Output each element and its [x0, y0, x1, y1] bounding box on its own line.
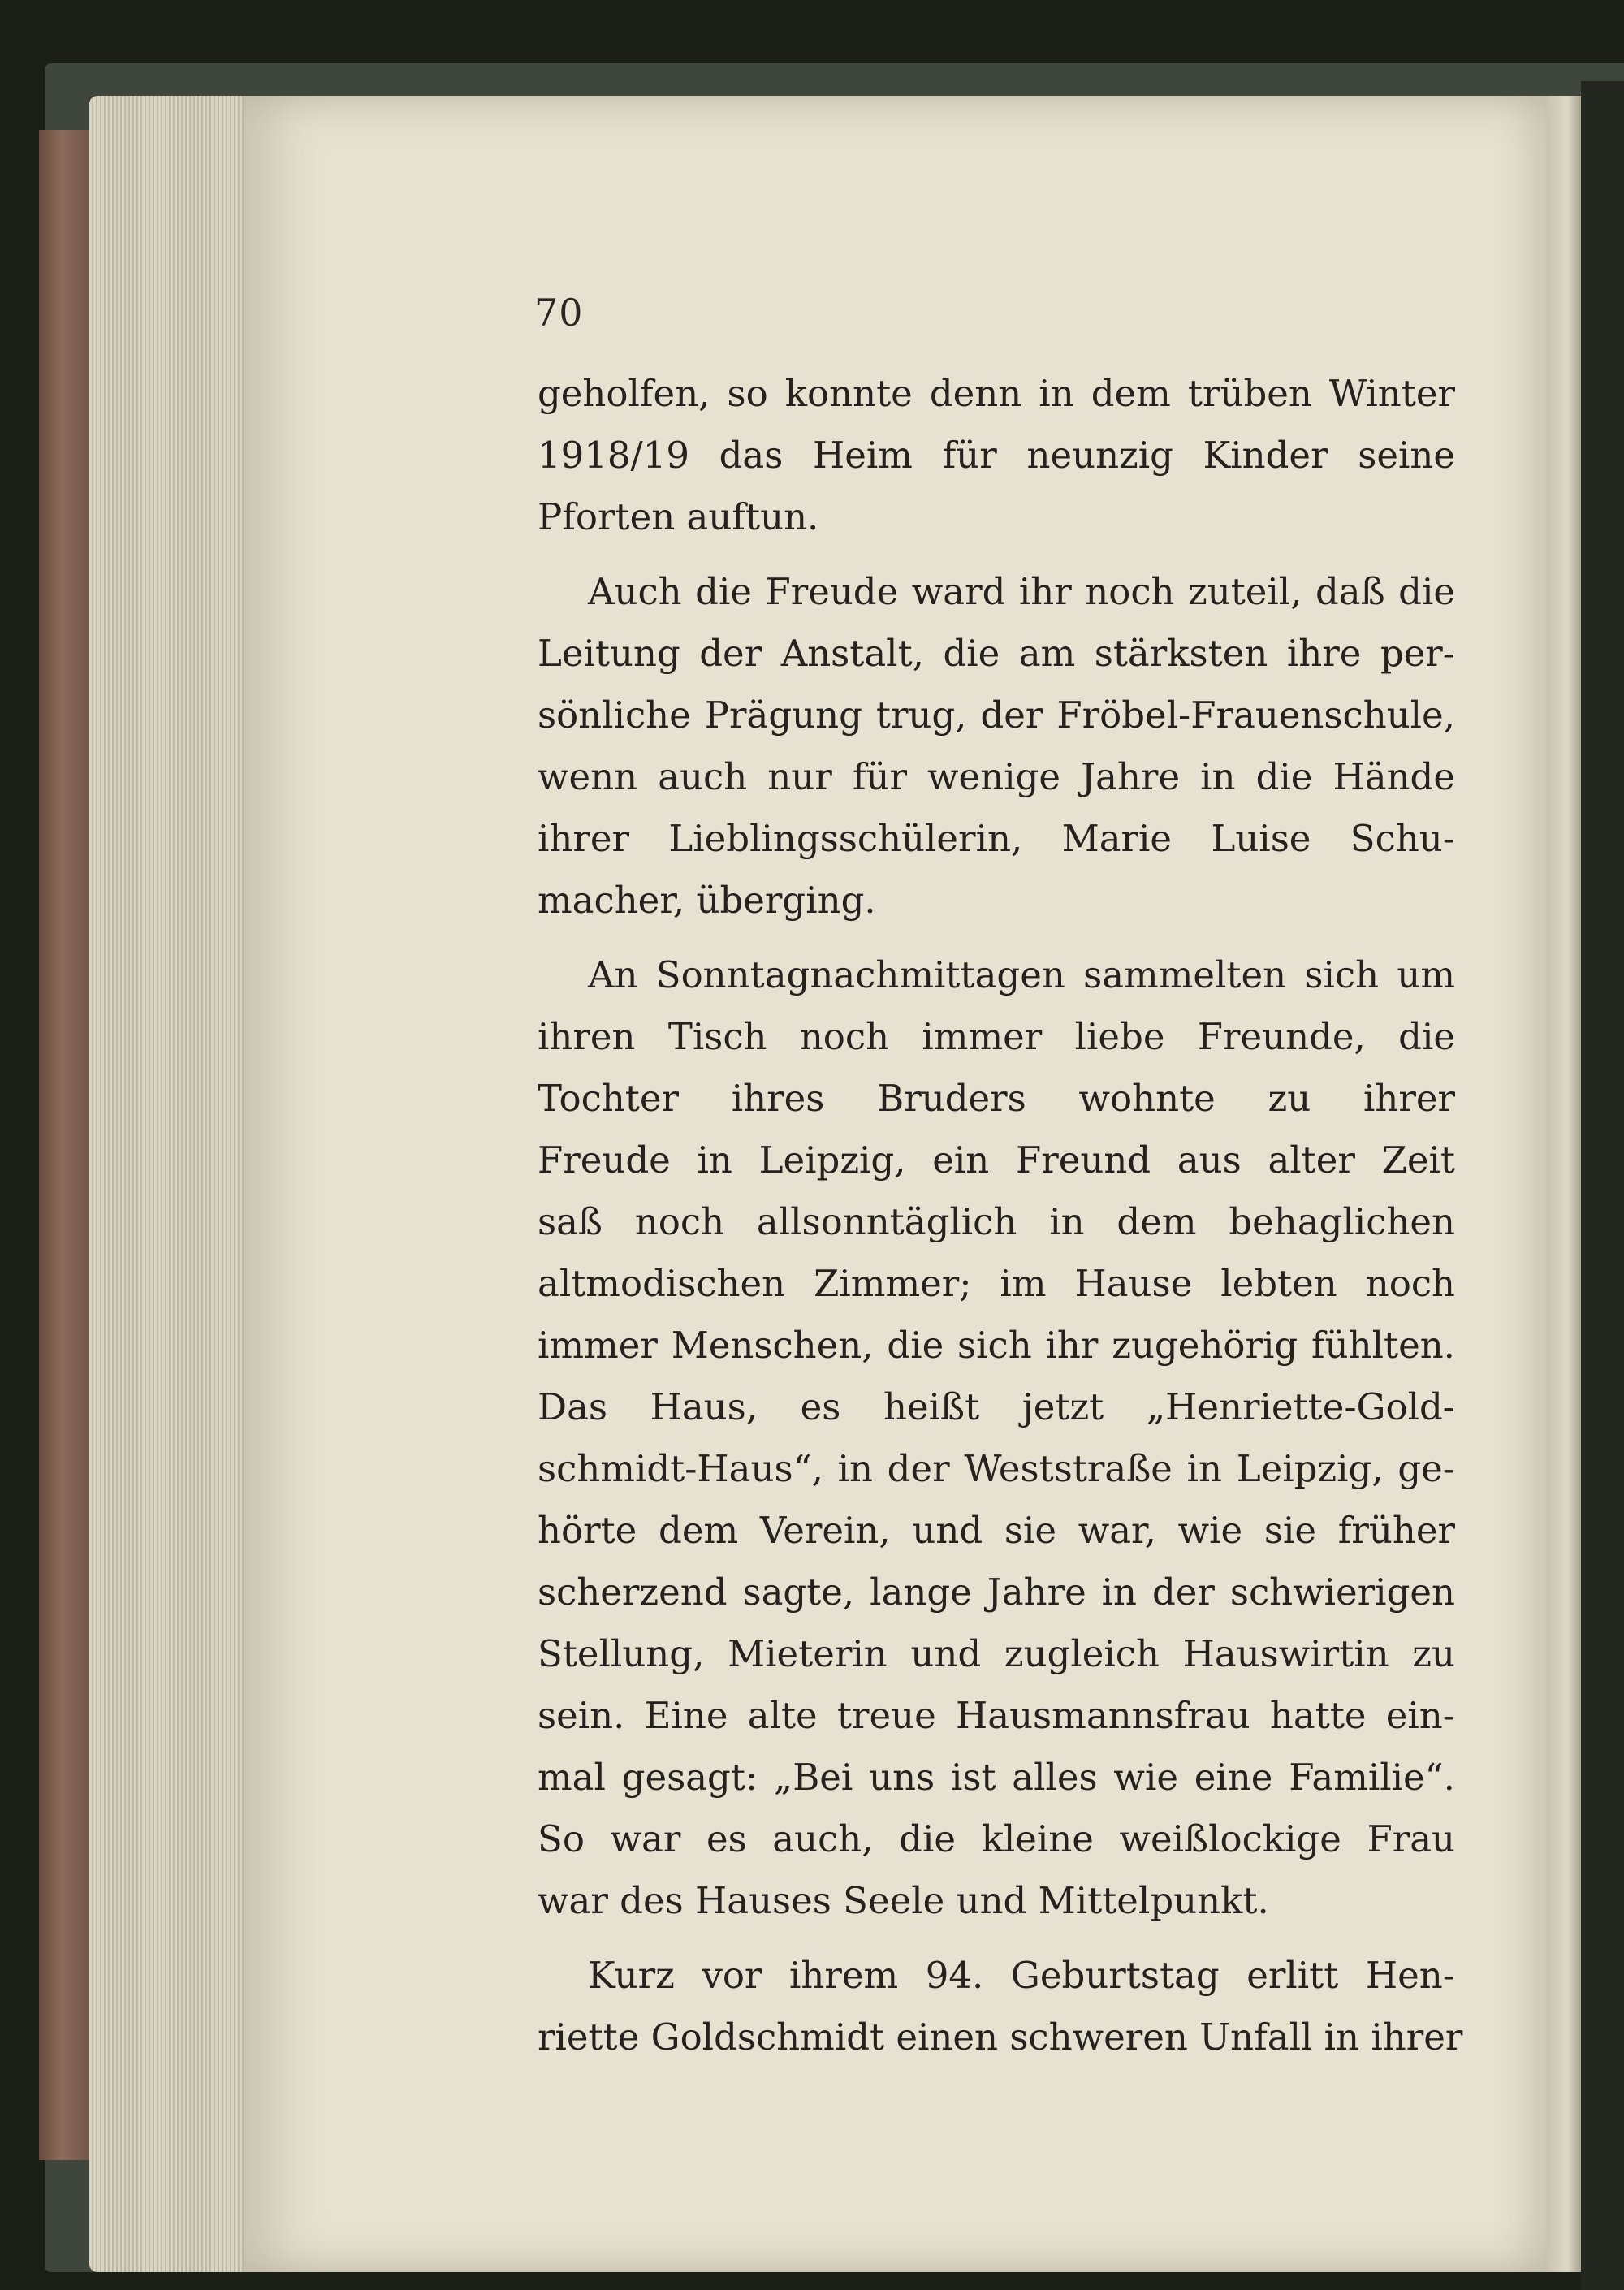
text-line: wenn auch nur für wenige Jahre in die Hände [538, 755, 1455, 798]
text-line: Auch die Freude ward ihr noch zuteil, daß die [588, 570, 1455, 613]
text-line: Tochter ihres Bruders wohnte zu ihrer [538, 1077, 1455, 1120]
text-line: ihrer Lieblingsschülerin, Marie Luise Schu- [538, 817, 1455, 860]
text-line: saß noch allsonntäglich in dem behaglichen [538, 1200, 1455, 1243]
book-spine [39, 130, 96, 2160]
text-line: An Sonntagnachmittagen sammelten sich um [588, 953, 1455, 996]
text-line: war des Hauses Seele und Mittelpunkt. [538, 1879, 1269, 1922]
page-stack-edge [89, 96, 260, 2272]
text-line: Das Haus, es heißt jetzt „Henriette-Gold- [538, 1385, 1455, 1428]
opposite-page-edge [1547, 96, 1581, 2272]
text-line: 1918/19 das Heim für neunzig Kinder seine [538, 434, 1455, 477]
background-edge [1581, 81, 1624, 2290]
text-line: Stellung, Mieterin und zugleich Hauswirtin zu [538, 1632, 1455, 1675]
text-line: sönliche Prägung trug, der Fröbel-Frauenschule, [538, 693, 1455, 737]
text-line: macher, überging. [538, 879, 876, 922]
text-line: Pforten auftun. [538, 495, 819, 538]
text-line: Freude in Leipzig, ein Freund aus alter Zeit [538, 1139, 1455, 1182]
page-number: 70 [534, 291, 584, 335]
text-line: sein. Eine alte treue Hausmannsfrau hatte ein- [538, 1694, 1455, 1737]
text-line: Kurz vor ihrem 94. Geburtstag erlitt Hen- [588, 1954, 1455, 1997]
text-line: mal gesagt: „Bei uns ist alles wie eine Familie“. [538, 1756, 1455, 1799]
text-line: altmodischen Zimmer; im Hause lebten noch [538, 1262, 1455, 1305]
text-line: hörte dem Verein, und sie war, wie sie früher [538, 1509, 1455, 1552]
text-line: Leitung der Anstalt, die am stärksten ihre per- [538, 632, 1455, 675]
text-line: riette Goldschmidt einen schweren Unfall in ihrer [538, 2016, 1463, 2059]
text-line: immer Menschen, die sich ihr zugehörig fühlten. [538, 1324, 1455, 1367]
text-line: So war es auch, die kleine weißlockige Frau [538, 1817, 1455, 1860]
text-line: ihren Tisch noch immer liebe Freunde, die [538, 1015, 1455, 1058]
text-line: scherzend sagte, lange Jahre in der schwierigen [538, 1571, 1455, 1614]
text-line: schmidt-Haus“, in der Weststraße in Leipzig, ge- [538, 1447, 1455, 1490]
text-line: geholfen, so konnte denn in dem trüben Winter [538, 372, 1455, 415]
